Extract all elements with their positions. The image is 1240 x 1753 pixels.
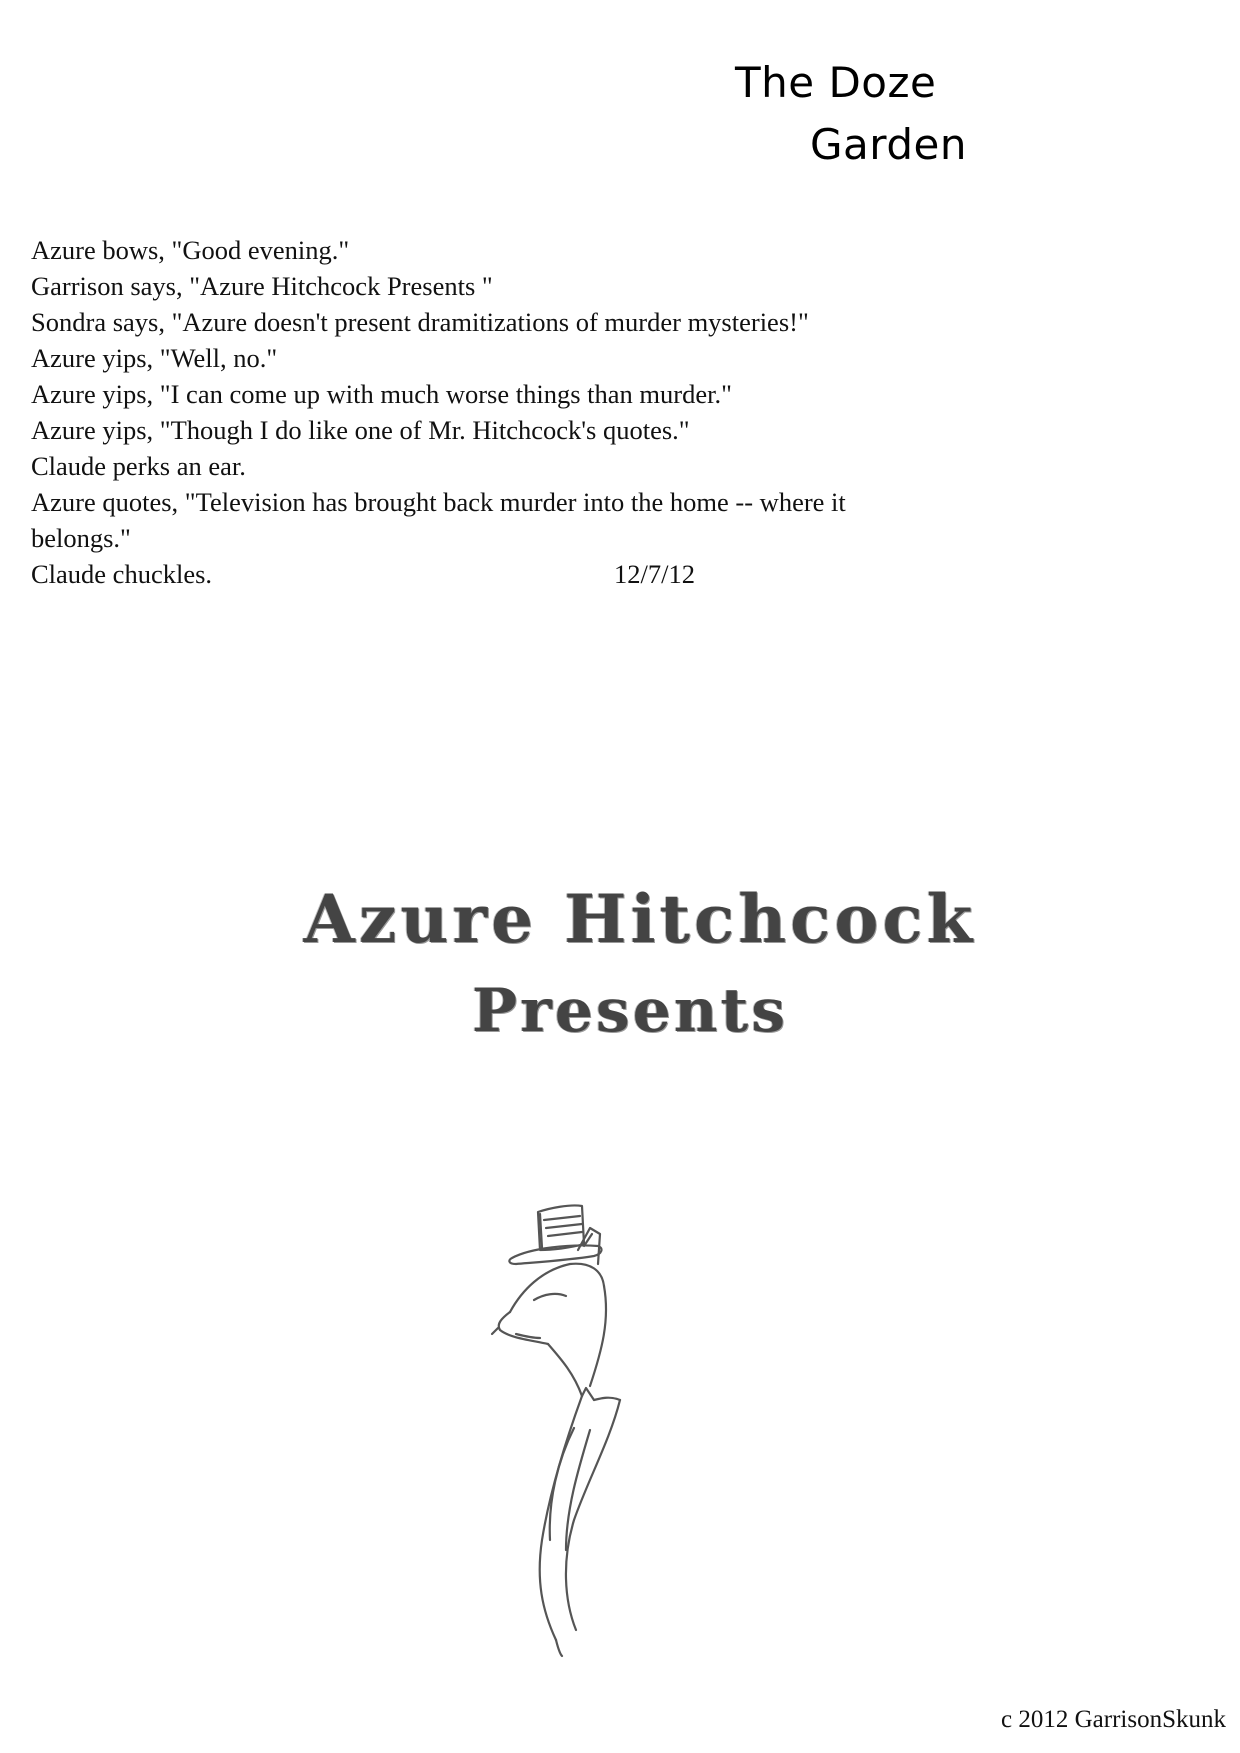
- dialogue-line: Azure quotes, "Television has brought back murder into the home -- where it: [31, 487, 846, 517]
- dialogue-line: Claude chuckles.: [31, 559, 213, 589]
- dialogue-line: belongs.": [31, 523, 131, 553]
- dialogue-line: Sondra says, "Azure doesn't present dramitizations of murder mysteries!": [31, 307, 809, 337]
- copyright-notice: c 2012 GarrisonSkunk: [1001, 1706, 1226, 1733]
- dialogue-line: Azure yips, "Well, no.": [31, 343, 278, 373]
- sketch-title-line2: Presents: [472, 976, 788, 1046]
- dialogue-line: Azure yips, "Though I do like one of Mr. Hitchcock's quotes.": [31, 415, 690, 445]
- dialogue-line: Claude perks an ear.: [31, 451, 246, 481]
- page-title: [735, 52, 967, 176]
- page-title-line1: The Doze: [735, 58, 937, 107]
- dialogue-block: [31, 232, 1011, 592]
- sketch-title-line1: Azure Hitchcock: [303, 880, 977, 958]
- dialogue-line: Azure bows, "Good evening.": [31, 235, 350, 265]
- sketch-title: [0, 880, 1240, 1046]
- dialogue-line: Garrison says, "Azure Hitchcock Presents ": [31, 271, 493, 301]
- fox-in-top-hat-icon: [470, 1200, 690, 1660]
- dialogue-line: Azure yips, "I can come up with much worse things than murder.": [31, 379, 732, 409]
- page-title-line2: Garden: [810, 120, 967, 169]
- date-stamp: 12/7/12: [614, 559, 695, 589]
